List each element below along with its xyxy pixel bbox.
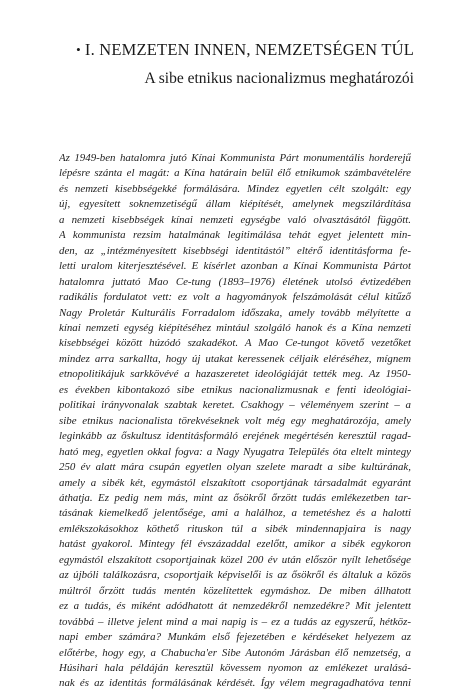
body-line: amely a sibék két, egymástól elszakított csoportjának társadalmát egyaránt xyxy=(59,476,411,489)
body-line: a nemzeti kisebbségek kínai nemzeti egységbe való olvasztásától függött. xyxy=(59,213,411,226)
body-line: Az 1949-ben hatalomra jutó Kínai Kommunista Párt monumentális horderejű xyxy=(59,152,411,164)
body-line: A kommunista rezsim hatalmának legitimálása tehát egyet jelentett min- xyxy=(59,229,411,242)
chapter-heading xyxy=(76,40,414,89)
body-line: mindez arra sarkallta, hogy új utakat keressenek céljaik eléréséhez, mígnem xyxy=(59,352,411,365)
body-line: es években kibontakozó sibe etnikus nacionalizmusnak e fenti ideológiai- xyxy=(59,383,411,396)
body-line: kínai nemzeti egység kiépítéséhez mintául szolgáló hanok és a Kína nemzeti xyxy=(59,321,411,334)
body-line: és nemzeti kisebbségekké formálására. Mindez egyetlen célt szolgált: egy xyxy=(59,182,411,195)
body-line: ható meg, egyetlen okkal fogva: a Nagy Nyugatra Település óta eltelt mintegy xyxy=(59,445,411,458)
body-line: tásának kiemelkedő jelentősége, ami a halálhoz, a temetéshez és a halotti xyxy=(59,507,411,520)
body-line: radikális fordulatot vett: ez volt a hagyományok felszámolását célul kitűző xyxy=(59,291,411,304)
body-line: hatást gyakorol. Mintegy fél évszázaddal ezelőtt, amikor a sibék egykoron xyxy=(59,538,411,551)
body-line: emlékszokásokhoz köthető rituskon túl a sibék mindennapjaira is nagy xyxy=(59,522,411,535)
body-line: letti uralom kiterjesztésével. E kísérlet azonban a Kínai Kommunista Pártot xyxy=(59,260,411,273)
chapter-title-text: I. NEMZETEN INNEN, NEMZETSÉGEN TÚL xyxy=(84,40,414,59)
body-line: napi ember számára? Munkám első fejezetében e kérdéseket helyezem az xyxy=(59,631,411,644)
body-line: múltról őrzött tudás mentén közelítettek egymáshoz. De miben állhatott xyxy=(59,584,411,597)
body-line: ez a tudás, és miként adódhatott át nemzedékről nemzedékre? Mit jelentett xyxy=(59,600,411,613)
body-line: Nagy Proletár Kulturális Forradalom időszaka, amely tovább mélyítette a xyxy=(59,306,411,319)
bullet-icon: • xyxy=(76,42,81,57)
body-line: hatalomra juttató Mao Ce-tung (1893–1976) életének utolsó évtizedében xyxy=(59,275,411,288)
body-line: nak és az identitás formálásának kérdését. Így vélem megragadhatóva tenni xyxy=(59,677,411,690)
body-line: leginkább az őskultusz identitásformáló erejének megértésén keresztül ragad- xyxy=(59,430,411,443)
body-line: előtérbe, hogy egy, a Chabucha'er Sibe Autonóm Járásban élő nemzetség, a xyxy=(59,646,411,659)
body-line: sibe etnikus nacionalista törekvéseknek volt még egy meghatározója, amely xyxy=(59,414,411,427)
body-line: 250 év alatt mára csupán egyetlen olyan szelete maradt a sibe kultúrának, xyxy=(59,461,411,474)
body-line: áthatja. Ez pedig nem más, mint az ősökről őrzött tudás emlékezetben tar- xyxy=(59,491,411,504)
chapter-subtitle: A sibe etnikus nacionalizmus meghatározói xyxy=(144,70,414,87)
body-line: kisebbségei között húzódó szakadékot. A Mao Ce-tungot követő vezetőket xyxy=(59,337,411,350)
body-line: továbbá – illetve jelent mind a mai napig is – ez a tudás az egyszerű, hétköz- xyxy=(59,615,411,628)
body-text xyxy=(59,151,411,692)
body-line: az újbóli találkozásra, csoportjaik képviselői is az ősökről és általuk a közös xyxy=(59,569,411,582)
chapter-title xyxy=(76,40,414,60)
body-line: etnopolitikájuk sarkkövévé a hazaszeretet ideológiáját tették meg. Az 1950- xyxy=(59,368,411,381)
body-line: den, az „intézményesített kisebbségi identitástól” eltérő identitásforma fe- xyxy=(59,244,411,257)
body-line: lépésre szánta el magát: a Kína határain belül élő etnikumok számbavételére xyxy=(59,167,411,180)
body-line: egymástól elszakított csoportjainak közel 200 év után először nyílt lehetősége xyxy=(59,553,411,566)
body-line: Húsihari hala példáján keresztül kövessem nyomon az emlékezet uralásá- xyxy=(59,661,411,674)
body-line: új, egyesített soknemzetiségű állam kiépítését, amelynek megszilárdítása xyxy=(59,198,411,211)
body-line: politikai irányvonalak szabtak keretet. Csakhogy – véleményem szerint – a xyxy=(59,399,411,412)
